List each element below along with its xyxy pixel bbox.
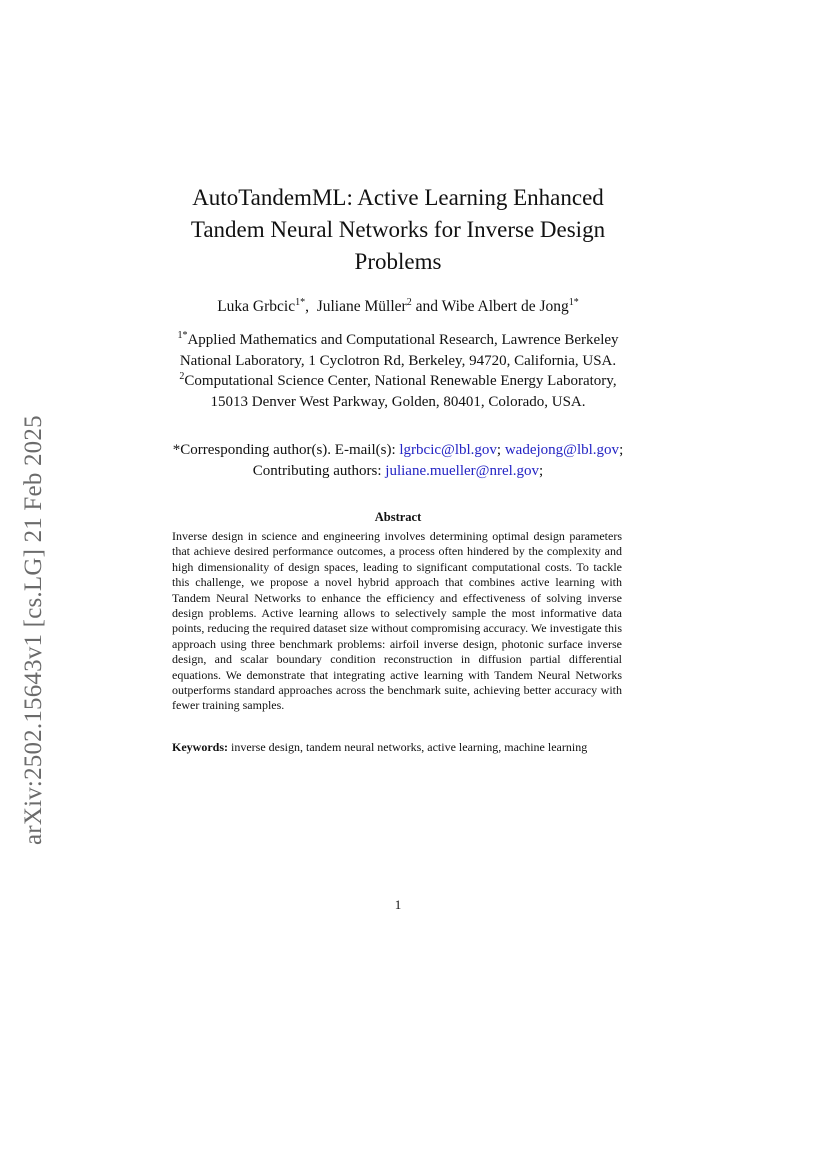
affiliation-block [0,330,796,412]
abstract-body: Inverse design in science and engineering involves determining optimal design parameters that achieve desired performance outcomes, a process often hindered by the complexity and high dimensionality of design spaces, leading to significant computational costs. To tackle this challenge, we propose a novel hybrid approach that combines active learning with Tandem Neural Networks to enhance the efficiency and effectiveness of solving inverse design problems. Active learning allows to selectively sample the most informative data points, reducing the required dataset size without compromising accuracy. We investigate this approach using three benchmark problems: airfoil inverse design, photonic surface inverse design, and scalar boundary condition reconstruction in diffusion partial differential equations. We demonstrate that integrating active learning with Tandem Neural Networks outperforms standard approaches across the benchmark suite, achieving better accuracy with fewer training samples. [172,529,622,713]
author-list [0,298,796,316]
title-line: Tandem Neural Networks for Inverse Design [190,217,606,242]
author-affiliation-marker: 2 [406,297,412,308]
paper-title [0,182,796,278]
page-number: 1 [394,897,402,912]
affiliation-marker: 1* [177,330,188,341]
affiliation-text: Computational Science Center, National Renewable Energy Laboratory, [184,373,617,389]
email-separator: ; [619,442,624,458]
author-separator: and [415,298,438,315]
corresponding-label: *Corresponding author(s). E-mail(s): [172,442,396,458]
abstract-heading: Abstract [374,510,422,524]
arxiv-identifier-stamp: arXiv:2502.15643v1 [cs.LG] 21 Feb 2025 [20,415,47,845]
affiliation-line [0,371,796,392]
affiliation-line: National Laboratory, 1 Cyclotron Rd, Berkeley, 94720, California, USA. [179,352,617,369]
affiliation-marker: 2 [179,371,185,382]
corresponding-line [0,440,796,461]
email-link[interactable]: wadejong@lbl.gov [504,442,620,458]
email-link[interactable]: lgrbcic@lbl.gov [399,442,497,458]
email-separator: ; [539,462,544,479]
contributing-label: Contributing authors: [252,462,382,479]
keywords-label: Keywords: [172,740,228,754]
keywords-line [172,740,632,755]
author-affiliation-marker: 1* [568,297,579,308]
author-name: Luka Grbcic [217,298,296,315]
author-name: Wibe Albert de Jong [441,298,569,315]
email-separator: ; [496,442,502,458]
contributing-line [0,461,796,482]
affiliation-line: 15013 Denver West Parkway, Golden, 80401, Colorado, USA. [210,393,586,410]
affiliation-line [0,330,796,351]
author-name: Juliane Müller [316,298,407,315]
author-affiliation-marker: 1* [295,297,306,308]
email-link[interactable]: juliane.mueller@nrel.gov [385,462,540,479]
title-line: AutoTandemML: Active Learning Enhanced [192,185,604,210]
title-line: Problems [354,249,442,274]
author-separator: , [305,298,309,315]
affiliation-text: Applied Mathematics and Computational Research, Lawrence Berkeley [187,332,619,348]
corresponding-authors [0,440,796,481]
keywords-text: inverse design, tandem neural networks, active learning, machine learning [231,740,588,754]
